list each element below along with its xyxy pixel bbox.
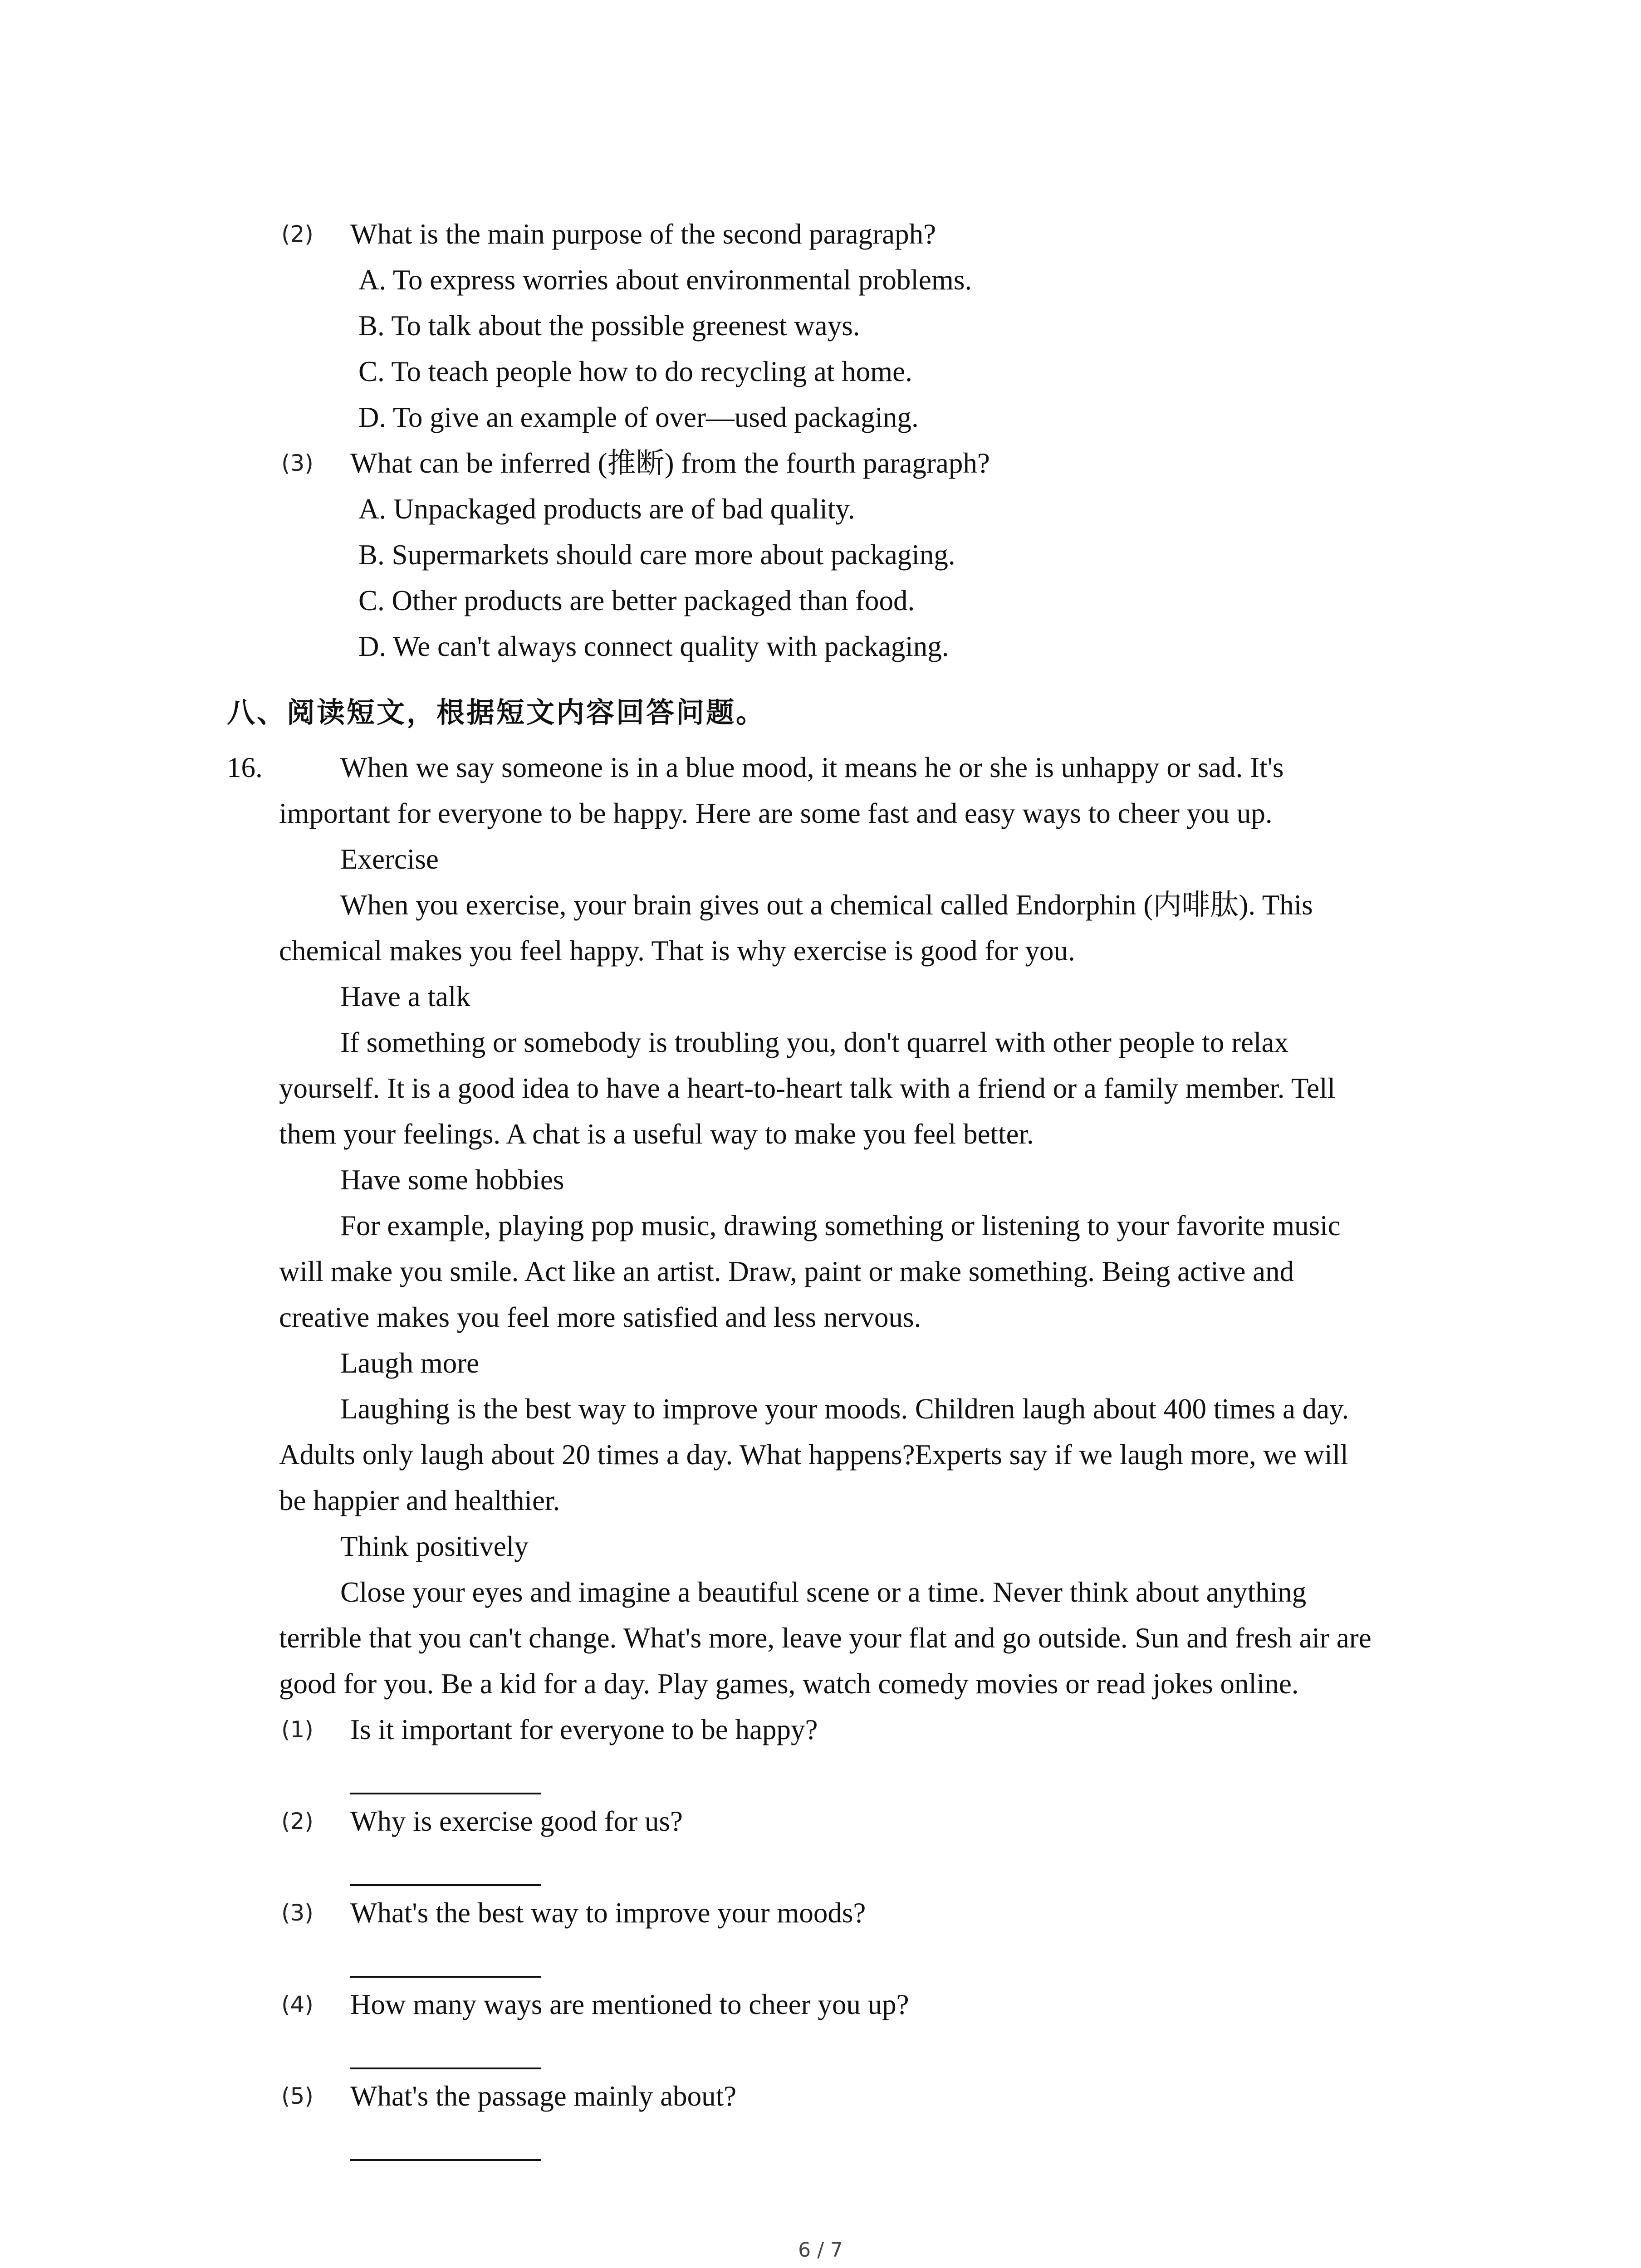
passage-subheading: Laugh more	[340, 1347, 480, 1379]
passage-subheading: Have some hobbies	[340, 1164, 564, 1196]
option-a: A. Unpackaged products are of bad quality.	[358, 493, 855, 525]
passage-line: Close your eyes and imagine a beautiful scene or a time. Never think about anything	[340, 1576, 1307, 1608]
passage-line: will make you smile. Act like an artist. Draw, paint or make something. Being active and	[279, 1256, 1294, 1287]
passage-line: yourself. It is a good idea to have a heart-to-heart talk with a friend or a family member. Tell	[279, 1072, 1336, 1104]
passage-subheading: Think positively	[340, 1530, 529, 1562]
question-text: What's the passage mainly about?	[350, 2080, 737, 2112]
question-number: (4)	[281, 1991, 314, 2018]
option-c: C. Other products are better packaged than food.	[358, 585, 915, 616]
option-b: B. To talk about the possible greenest ways.	[358, 310, 860, 342]
passage-line: important for everyone to be happy. Here are some fast and easy ways to cheer you up.	[279, 797, 1273, 829]
passage-line: If something or somebody is troubling you, don't quarrel with other people to relax	[340, 1026, 1288, 1058]
question-stem: What is the main purpose of the second paragraph?	[350, 218, 936, 250]
answer-blank[interactable]	[350, 1976, 541, 1978]
answer-blank[interactable]	[350, 1793, 541, 1794]
passage-line: them your feelings. A chat is a useful way to make you feel better.	[279, 1118, 1034, 1150]
passage-line: be happier and healthier.	[279, 1485, 560, 1516]
question-text: How many ways are mentioned to cheer you up?	[350, 1989, 909, 2020]
option-b: B. Supermarkets should care more about packaging.	[358, 539, 955, 571]
question-number: (3)	[281, 450, 314, 476]
passage-number: 16.	[227, 752, 263, 783]
option-a: A. To express worries about environmental problems.	[358, 264, 972, 296]
answer-blank[interactable]	[350, 2068, 541, 2069]
option-d: D. To give an example of over—used packaging.	[358, 401, 919, 433]
passage-line: For example, playing pop music, drawing something or listening to your favorite music	[340, 1210, 1341, 1242]
passage-line: terrible that you can't change. What's more, leave your flat and go outside. Sun and fresh air are	[279, 1622, 1372, 1654]
answer-blank[interactable]	[350, 1884, 541, 1886]
passage-subheading: Exercise	[340, 843, 439, 875]
page-indicator: 6 / 7	[798, 2239, 843, 2262]
question-text: What's the best way to improve your moods?	[350, 1897, 866, 1929]
question-stem: What can be inferred (推断) from the fourth paragraph?	[350, 447, 990, 479]
passage-line: chemical makes you feel happy. That is why exercise is good for you.	[279, 935, 1075, 967]
section-heading: 八、阅读短文，根据短文内容回答问题。	[227, 696, 766, 729]
option-d: D. We can't always connect quality with packaging.	[358, 631, 949, 662]
passage-subheading: Have a talk	[340, 981, 470, 1012]
question-number: (2)	[281, 1808, 314, 1834]
question-number: (5)	[281, 2083, 314, 2109]
answer-blank[interactable]	[350, 2159, 541, 2161]
passage-line: When you exercise, your brain gives out a chemical called Endorphin (内啡肽). This	[340, 889, 1313, 921]
passage-line: Laughing is the best way to improve your moods. Children laugh about 400 times a day.	[340, 1393, 1349, 1425]
question-number: (1)	[281, 1716, 314, 1743]
question-text: Is it important for everyone to be happy?	[350, 1714, 818, 1745]
question-text: Why is exercise good for us?	[350, 1805, 683, 1837]
passage-line: Adults only laugh about 20 times a day. What happens?Experts say if we laugh more, we will	[279, 1439, 1348, 1471]
question-number: (3)	[281, 1900, 314, 1926]
passage-line: When we say someone is in a blue mood, it means he or she is unhappy or sad. It's	[340, 752, 1284, 783]
passage-line: good for you. Be a kid for a day. Play games, watch comedy movies or read jokes online.	[279, 1668, 1299, 1700]
option-c: C. To teach people how to do recycling at home.	[358, 356, 912, 387]
passage-line: creative makes you feel more satisfied and less nervous.	[279, 1301, 921, 1333]
question-number: (2)	[281, 221, 314, 247]
